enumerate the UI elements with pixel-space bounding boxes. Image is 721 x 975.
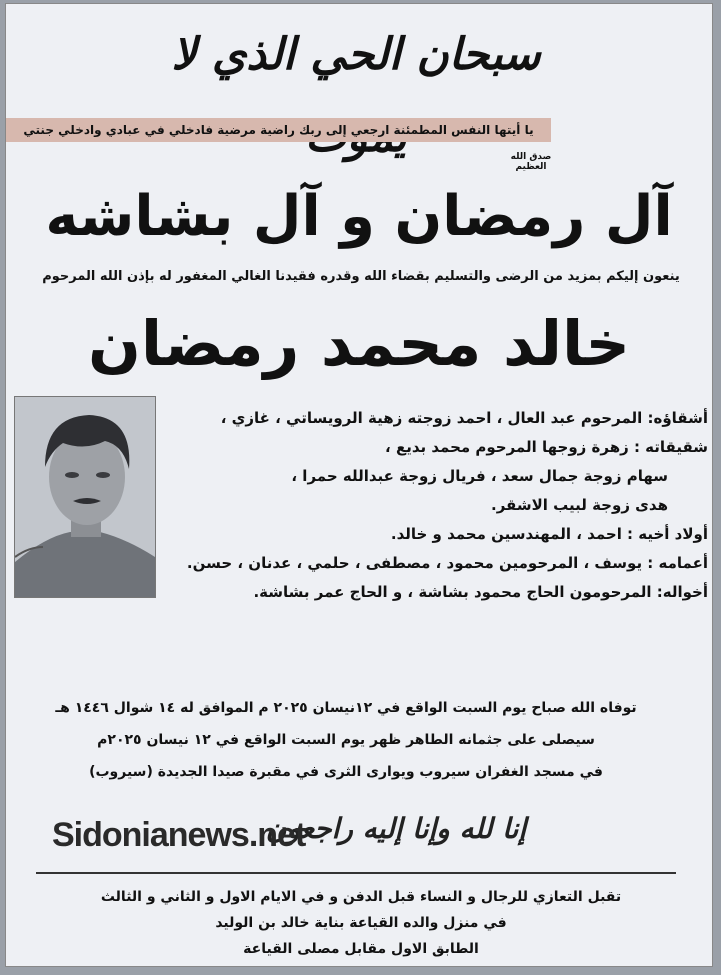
funeral-line: في مسجد الغفران سيروب ويوارى الثرى في مقبرة صيدا الجديدة (سيروب) [89, 764, 603, 780]
relatives-line: أخواله: المرحومون الحاج محمود بشاشة ، و الحاج عمر بشاشة. [253, 583, 708, 601]
relatives-line: هدى زوجة لبيب الاشقر. [491, 496, 668, 514]
condolence-details [26, 884, 696, 962]
intro-line: ينعون إليكم بمزيد من الرضى والتسليم بقضاء الله وقدره فقيدنا الغالي المغفور له بإذن الله المرحوم [42, 269, 680, 284]
divider-line [36, 872, 676, 874]
condolence-line: تقبل التعازي للرجال و النساء قبل الدفن و في الايام الاول و الثاني و الثالث [100, 889, 622, 905]
condolence-line: الطابق الاول مقابل مصلى القياعة [243, 941, 479, 957]
funeral-line: سيصلى على جثمانه الطاهر ظهر يوم السبت الواقع في ١٢ نيسان ٢٠٢٥م [97, 732, 595, 748]
families-heading: آل رمضان و آل بشاشه [45, 184, 673, 249]
funeral-details [46, 692, 646, 788]
relatives-line: سهام زوجة جمال سعد ، فريال زوجة عبدالله حمرا ، [291, 467, 668, 485]
funeral-line: توفاه الله صباح يوم السبت الواقع في ١٢نيسان ٢٠٢٥ م الموافق له ١٤ شوال ١٤٤٦ هـ [55, 700, 637, 716]
quran-verse-band: يا أيتها النفس المطمئنة ارجعي إلى ربك راضية مرضية فادخلي في عبادي وادخلي جنتي [6, 118, 551, 142]
condolence-line: في منزل والده القياعة بناية خالد بن الوليد [215, 915, 507, 931]
portrait-image [15, 397, 155, 597]
quran-phrase: إنا لله وإنا إليه راجعون [265, 812, 527, 845]
relatives-line: أعمامه : يوسف ، المرحومين محمود ، مصطفى ، حلمي ، عدنان ، حسن. [186, 554, 708, 572]
relatives-line: شقيقاته : زهرة زوجها المرحوم محمد بديع ، [385, 438, 708, 456]
deceased-photo [14, 396, 156, 598]
relatives-line: أولاد أخيه : احمد ، المهندسين محمد و خالد. [390, 525, 708, 543]
obituary-notice [6, 4, 712, 966]
relatives-line: أشقاؤه: المرحوم عبد العال ، احمد زوجته زهية الرويساتي ، غازي ، [220, 409, 708, 427]
relatives-list [156, 404, 708, 607]
calligraphy-header: سبحان الحي الذي لا [171, 29, 541, 80]
site-watermark: Sidonianews.net [52, 816, 306, 854]
verse-note: صدق الله العظيم [510, 152, 552, 172]
deceased-name: خالد محمد رمضان [87, 307, 631, 380]
